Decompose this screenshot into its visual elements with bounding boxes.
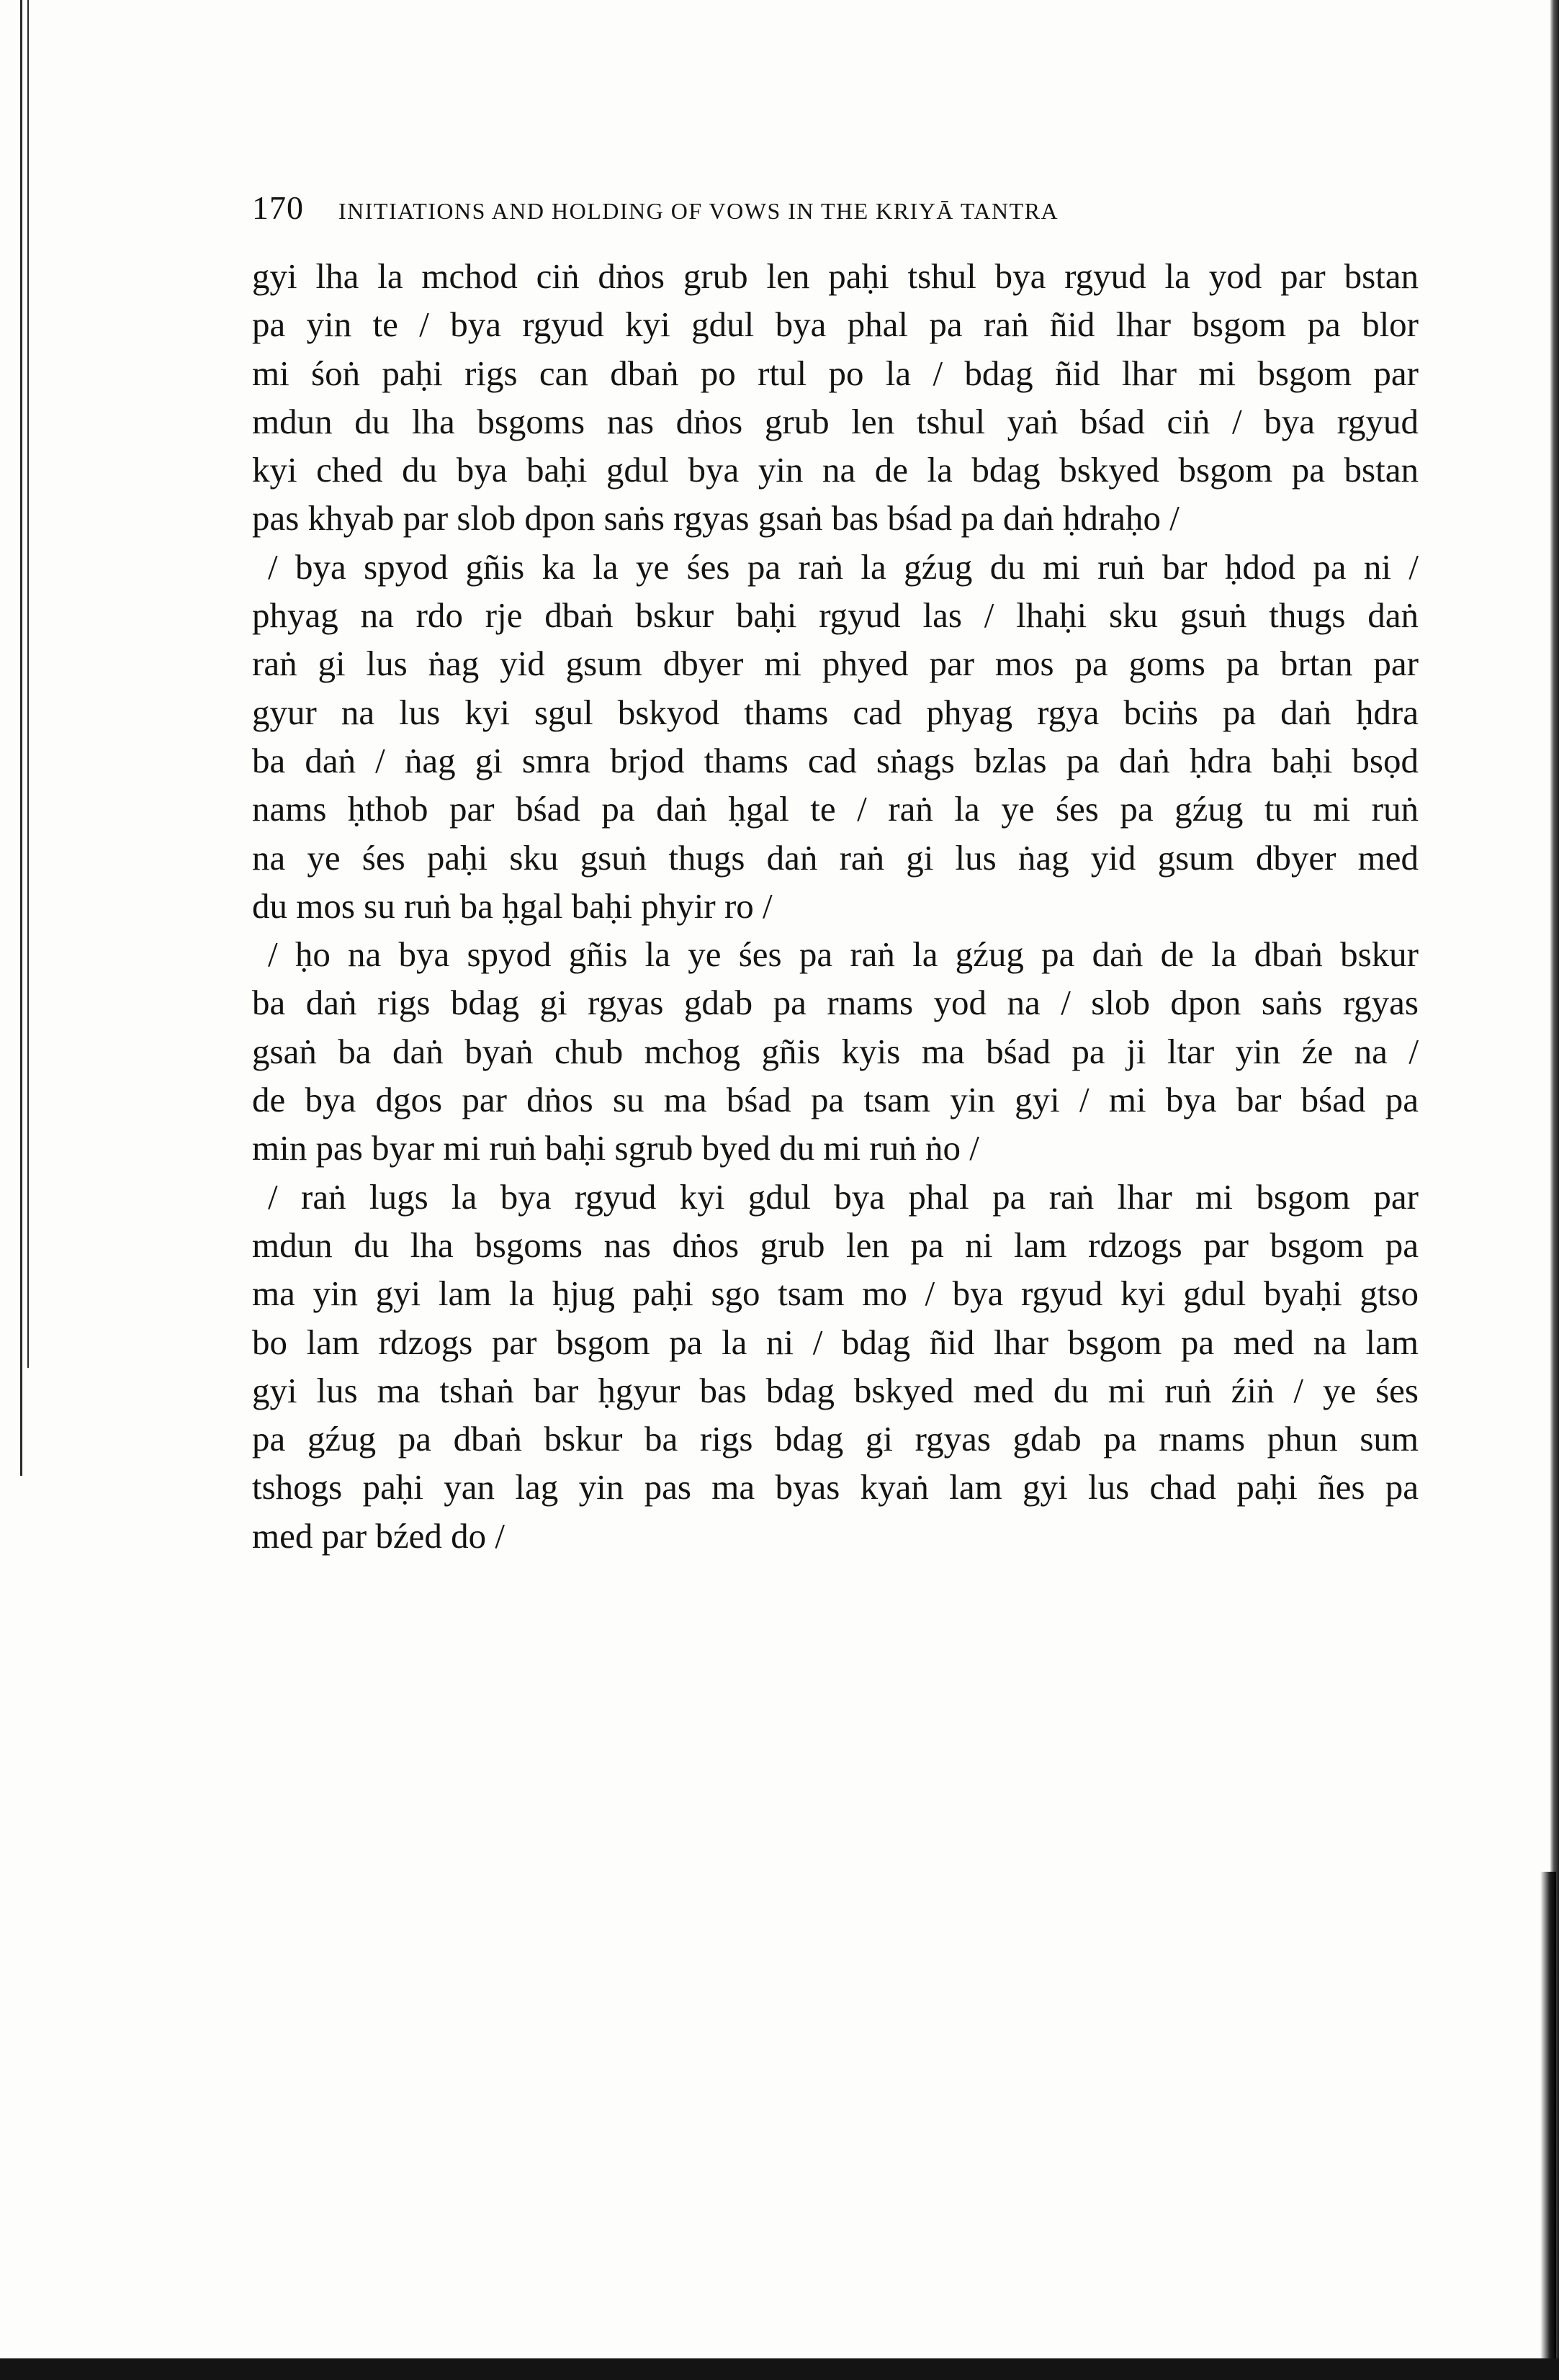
text-line: phyag na rdo rje dbaṅ bskur baḥi rgyud las / lhaḥi sku gsuṅ thugs daṅ <box>252 595 1419 636</box>
text-line: min pas byar mi ruṅ baḥi sgrub byed du mi ruṅ ṅo / <box>252 1128 979 1168</box>
text-line: raṅ gi lus ṅag yid gsum dbyer mi phyed par mos pa goms pa brtan par <box>252 644 1419 684</box>
text-line: med par bźed do / <box>252 1515 506 1556</box>
text-line: / ḥo na bya spyod gñis la ye śes pa raṅ la gźug pa daṅ de la dbaṅ bskur <box>268 934 1419 975</box>
text-line: gyi lha la mchod ciṅ dṅos grub len paḥi tshul bya rgyud la yod par bstan <box>252 256 1419 296</box>
text-line: / raṅ lugs la bya rgyud kyi gdul bya phal pa raṅ lhar mi bsgom par <box>268 1176 1419 1217</box>
paragraph <box>252 930 1419 1172</box>
text-line: mdun du lha bsgoms nas dṅos grub len tshul yaṅ bśad ciṅ / bya rgyud <box>252 401 1419 441</box>
binding-shadow-line <box>27 0 29 1368</box>
text-line: gyur na lus kyi sgul bskyod thams cad phyag rgya bciṅs pa daṅ ḥdra <box>252 692 1419 732</box>
page-edge-shadow <box>1540 1872 1556 2361</box>
text-line: gsaṅ ba daṅ byaṅ chub mchog gñis kyis ma bśad pa ji ltar yin źe na / <box>252 1031 1419 1071</box>
text-line: kyi ched du bya baḥi gdul bya yin na de la bdag bskyed bsgom pa bstan <box>252 450 1419 490</box>
running-head <box>252 189 1404 239</box>
text-line: tshogs paḥi yan lag yin pas ma byas kyaṅ lam gyi lus chad paḥi ñes pa <box>252 1467 1419 1507</box>
running-title: INITIATIONS AND HOLDING OF VOWS IN THE KRIYĀ TANTRA <box>338 198 1059 224</box>
text-line: na ye śes paḥi sku gsuṅ thugs daṅ raṅ gi lus ṅag yid gsum dbyer med <box>252 837 1419 878</box>
text-line: pa gźug pa dbaṅ bskur ba rigs bdag gi rgyas gdab pa rnams phun sum <box>252 1419 1419 1459</box>
text-line: gyi lus ma tshaṅ bar ḥgyur bas bdag bskyed med du mi ruṅ źiṅ / ye śes <box>252 1370 1419 1410</box>
text-line: ba daṅ rigs bdag gi rgyas gdab pa rnams yod na / slob dpon saṅs rgyas <box>252 983 1419 1023</box>
text-line: / bya spyod gñis ka la ye śes pa raṅ la gźug du mi ruṅ bar ḥdod pa ni / <box>268 546 1419 587</box>
paragraph <box>252 1173 1419 1560</box>
text-line: mdun du lha bsgoms nas dṅos grub len pa ni lam rdzogs par bsgom pa <box>252 1225 1419 1265</box>
text-line: pa yin te / bya rgyud kyi gdul bya phal pa raṅ ñid lhar bsgom pa blor <box>252 305 1419 345</box>
binding-shadow-line <box>20 0 22 1476</box>
text-line: nams ḥthob par bśad pa daṅ ḥgal te / raṅ la ye śes pa gźug tu mi ruṅ <box>252 789 1419 829</box>
text-line: ba daṅ / ṅag gi smra brjod thams cad sṅags bzlas pa daṅ ḥdra baḥi bsọd <box>252 740 1419 780</box>
paragraph <box>252 252 1419 543</box>
text-line: bo lam rdzogs par bsgom pa la ni / bdag ñid lhar bsgom pa med na lam <box>252 1322 1419 1362</box>
text-line: pas khyab par slob dpon saṅs rgyas gsaṅ bas bśad pa daṅ ḥdraḥo / <box>252 498 1180 538</box>
text-line: mi śoṅ paḥi rigs can dbaṅ po rtul po la / bdag ñid lhar mi bsgom par <box>252 353 1419 393</box>
page-number: 170 <box>252 189 304 226</box>
text-line: du mos su ruṅ ba ḥgal baḥi phyir ro / <box>252 885 773 926</box>
text-line: de bya dgos par dṅos su ma bśad pa tsam yin gyi / mi bya bar bśad pa <box>252 1080 1419 1120</box>
body-text <box>252 252 1419 1560</box>
paragraph <box>252 543 1419 930</box>
scan-bottom-border <box>0 2358 1559 2380</box>
text-line: ma yin gyi lam la ḥjug paḥi sgo tsam mo / bya rgyud kyi gdul byaḥi gtso <box>252 1274 1419 1314</box>
